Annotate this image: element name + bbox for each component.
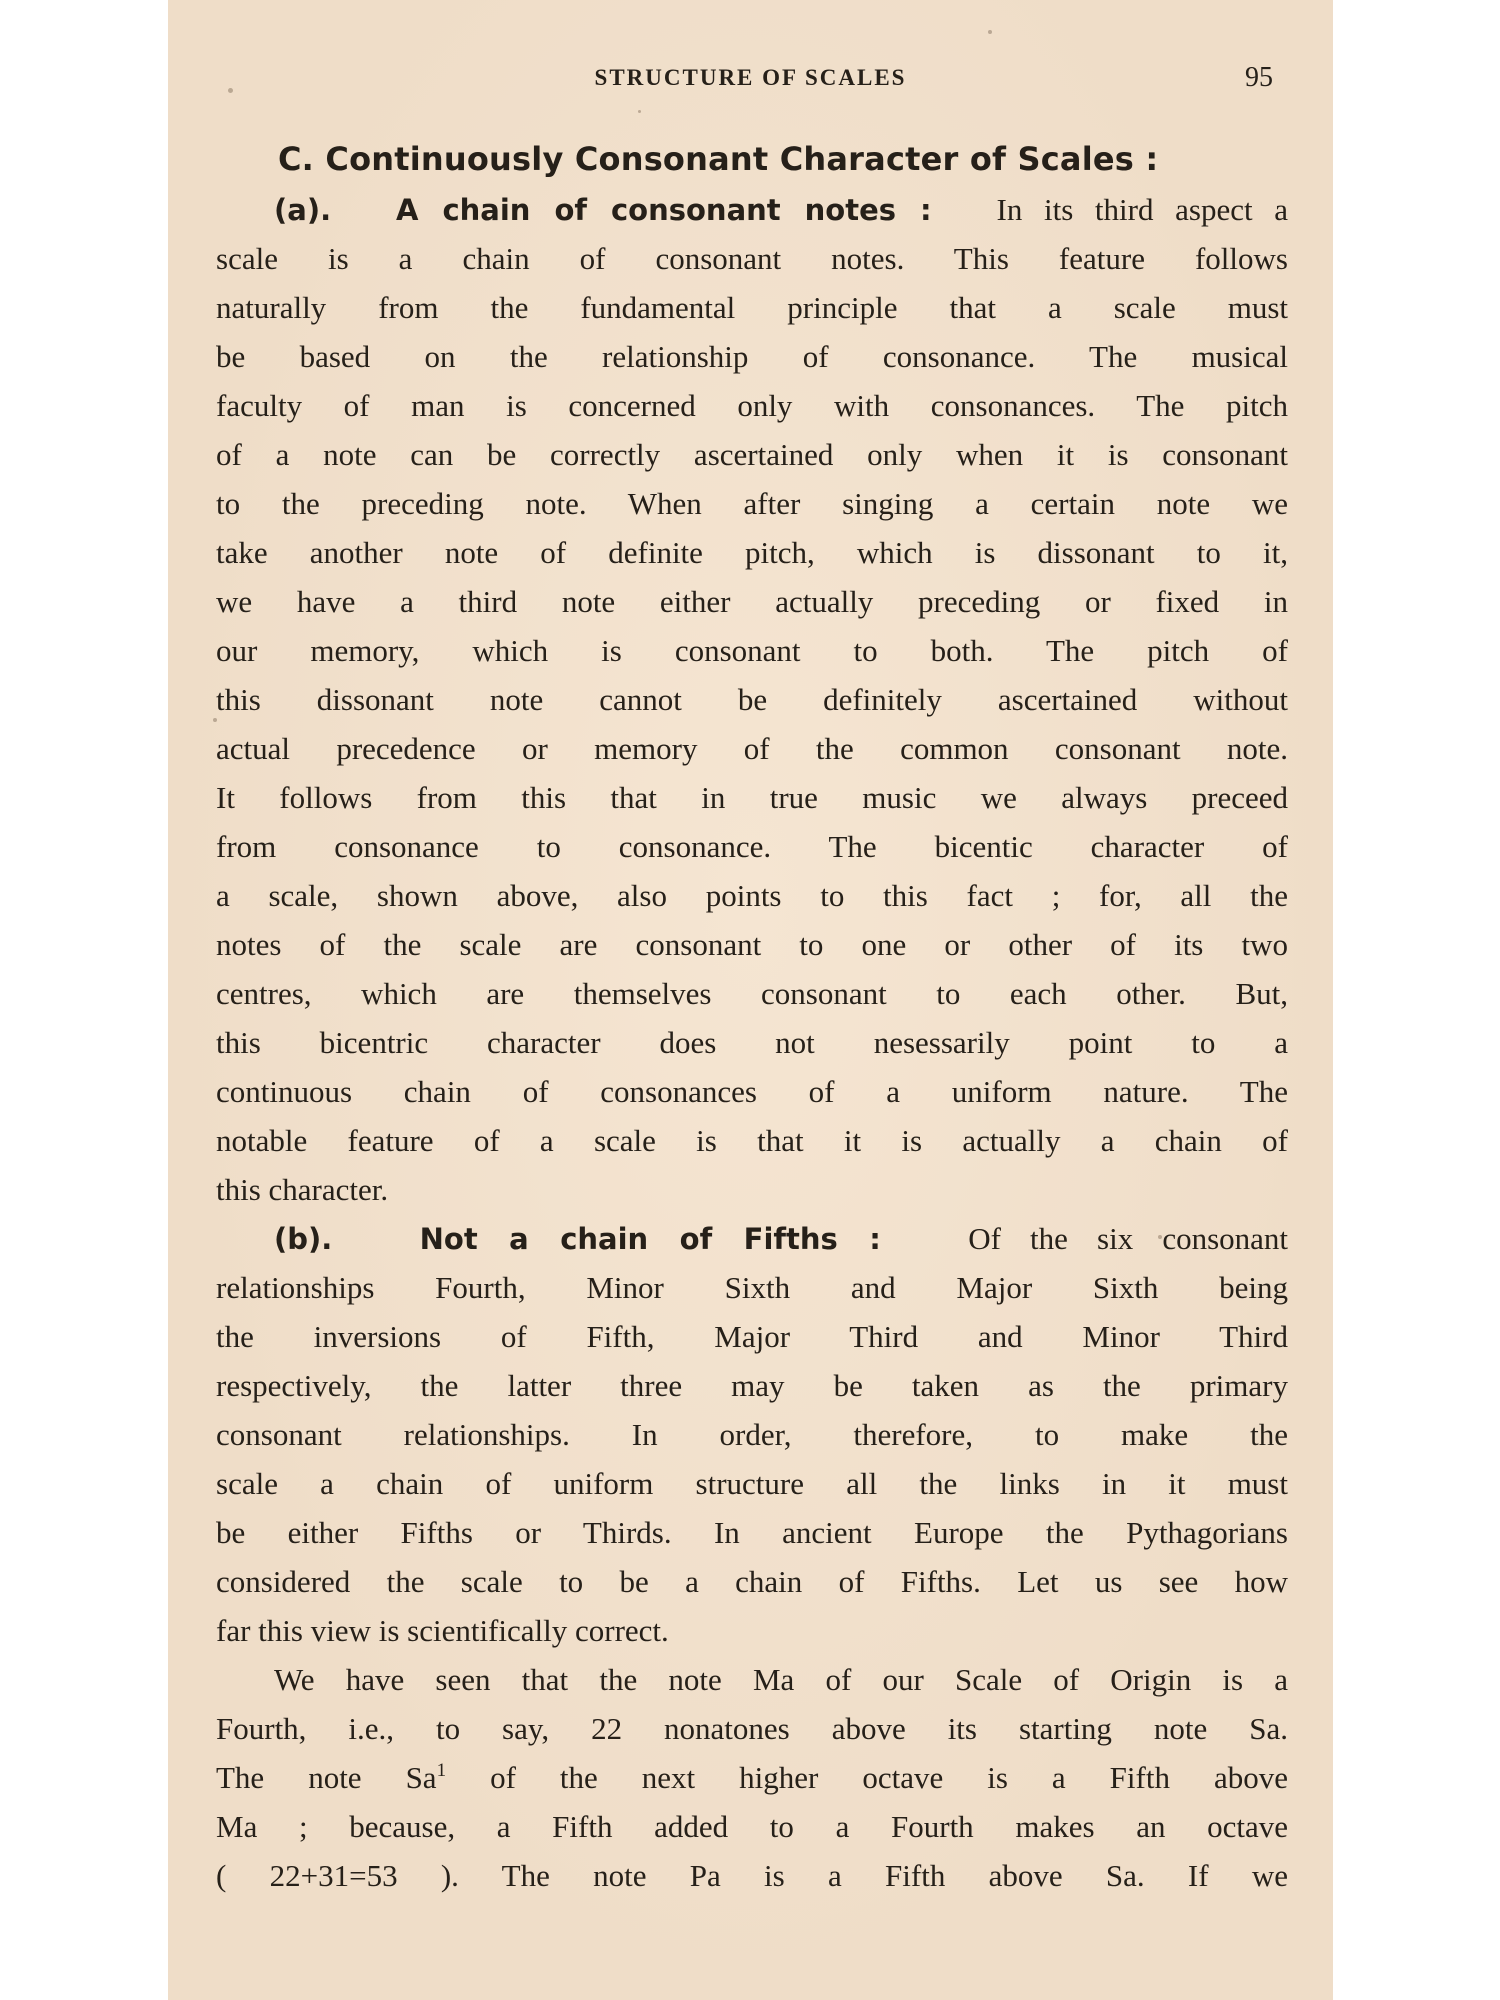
para-b-line: considered the scale to be a chain of Fifths. Let us see how bbox=[216, 1564, 1288, 1599]
para-a-line: this dissonant note cannot be definitely ascertained without bbox=[216, 682, 1288, 717]
para-a-line: a scale, shown above, also points to this fact ; for, all the bbox=[216, 878, 1288, 913]
para-a-label: (a). bbox=[274, 193, 332, 227]
para-c-line: Fourth, i.e., to say, 22 nonatones above its starting note Sa. bbox=[216, 1711, 1288, 1746]
para-a-line: be based on the relationship of consonance. The musical bbox=[216, 339, 1288, 374]
para-a-line: we have a third note either actually preceding or fixed in bbox=[216, 584, 1288, 619]
para-b-line: the inversions of Fifth, Major Third and Minor Third bbox=[216, 1319, 1288, 1354]
para-c-line bbox=[216, 1753, 1288, 1802]
para-a-text: In its third aspect a bbox=[996, 192, 1288, 227]
para-c-line: Ma ; because, a Fifth added to a Fourth makes an octave bbox=[216, 1809, 1288, 1844]
body-text bbox=[216, 133, 1288, 1900]
para-b-label: (b). bbox=[274, 1222, 333, 1256]
paper-speck bbox=[638, 110, 641, 113]
para-a-line: centres, which are themselves consonant to each other. But, bbox=[216, 976, 1288, 1011]
paper-speck bbox=[988, 30, 992, 34]
para-c-line: ( 22+31=53 ). The note Pa is a Fifth above Sa. If we bbox=[216, 1858, 1288, 1893]
para-c-text: of the next higher octave is a Fifth above bbox=[446, 1760, 1288, 1795]
para-a-line: continuous chain of consonances of a uniform nature. The bbox=[216, 1074, 1288, 1109]
para-b-line: relationships Fourth, Minor Sixth and Major Sixth being bbox=[216, 1270, 1288, 1305]
para-c-text: The note Sa bbox=[216, 1760, 437, 1795]
para-b-line: be either Fifths or Thirds. In ancient Europe the Pythagorians bbox=[216, 1515, 1288, 1550]
running-head bbox=[168, 58, 1333, 98]
para-b-line: scale a chain of uniform structure all the links in it must bbox=[216, 1466, 1288, 1501]
para-b-line bbox=[216, 1214, 1288, 1263]
para-a-line: this bicentric character does not nesessarily point to a bbox=[216, 1025, 1288, 1060]
section-heading: C. Continuously Consonant Character of Scales : bbox=[278, 140, 1159, 178]
para-a-line bbox=[216, 185, 1288, 234]
page-number: 95 bbox=[1245, 62, 1273, 93]
book-page bbox=[168, 0, 1333, 2000]
para-b-text: Of the six consonant bbox=[968, 1221, 1289, 1256]
para-c-line: We have seen that the note Ma of our Scale of Origin is a bbox=[274, 1662, 1288, 1697]
para-a-line: naturally from the fundamental principle that a scale must bbox=[216, 290, 1288, 325]
para-a-line: from consonance to consonance. The bicentic character of bbox=[216, 829, 1288, 864]
para-a-line: scale is a chain of consonant notes. This feature follows bbox=[216, 241, 1288, 276]
para-a-title: A chain of consonant notes : bbox=[396, 193, 932, 227]
para-b-line: far this view is scientifically correct. bbox=[216, 1613, 669, 1648]
running-head-title: STRUCTURE OF SCALES bbox=[594, 65, 907, 90]
para-a-line: faculty of man is concerned only with consonances. The pitch bbox=[216, 388, 1288, 423]
para-a-line: this character. bbox=[216, 1172, 389, 1207]
para-a-line: notable feature of a scale is that it is actually a chain of bbox=[216, 1123, 1288, 1158]
para-a-line: notes of the scale are consonant to one or other of its two bbox=[216, 927, 1288, 962]
para-b-line: consonant relationships. In order, therefore, to make the bbox=[216, 1417, 1288, 1452]
para-a-line: of a note can be correctly ascertained only when it is consonant bbox=[216, 437, 1288, 472]
superscript: 1 bbox=[436, 1760, 447, 1781]
para-b-line: respectively, the latter three may be taken as the primary bbox=[216, 1368, 1288, 1403]
para-a-line: to the preceding note. When after singing a certain note we bbox=[216, 486, 1288, 521]
para-a-line: take another note of definite pitch, which is dissonant to it, bbox=[216, 535, 1288, 570]
para-a-line: our memory, which is consonant to both. The pitch of bbox=[216, 633, 1288, 668]
para-a-line: It follows from this that in true music we always preceed bbox=[216, 780, 1288, 815]
para-b-title: Not a chain of Fifths : bbox=[419, 1222, 881, 1256]
para-a-line: actual precedence or memory of the common consonant note. bbox=[216, 731, 1288, 766]
